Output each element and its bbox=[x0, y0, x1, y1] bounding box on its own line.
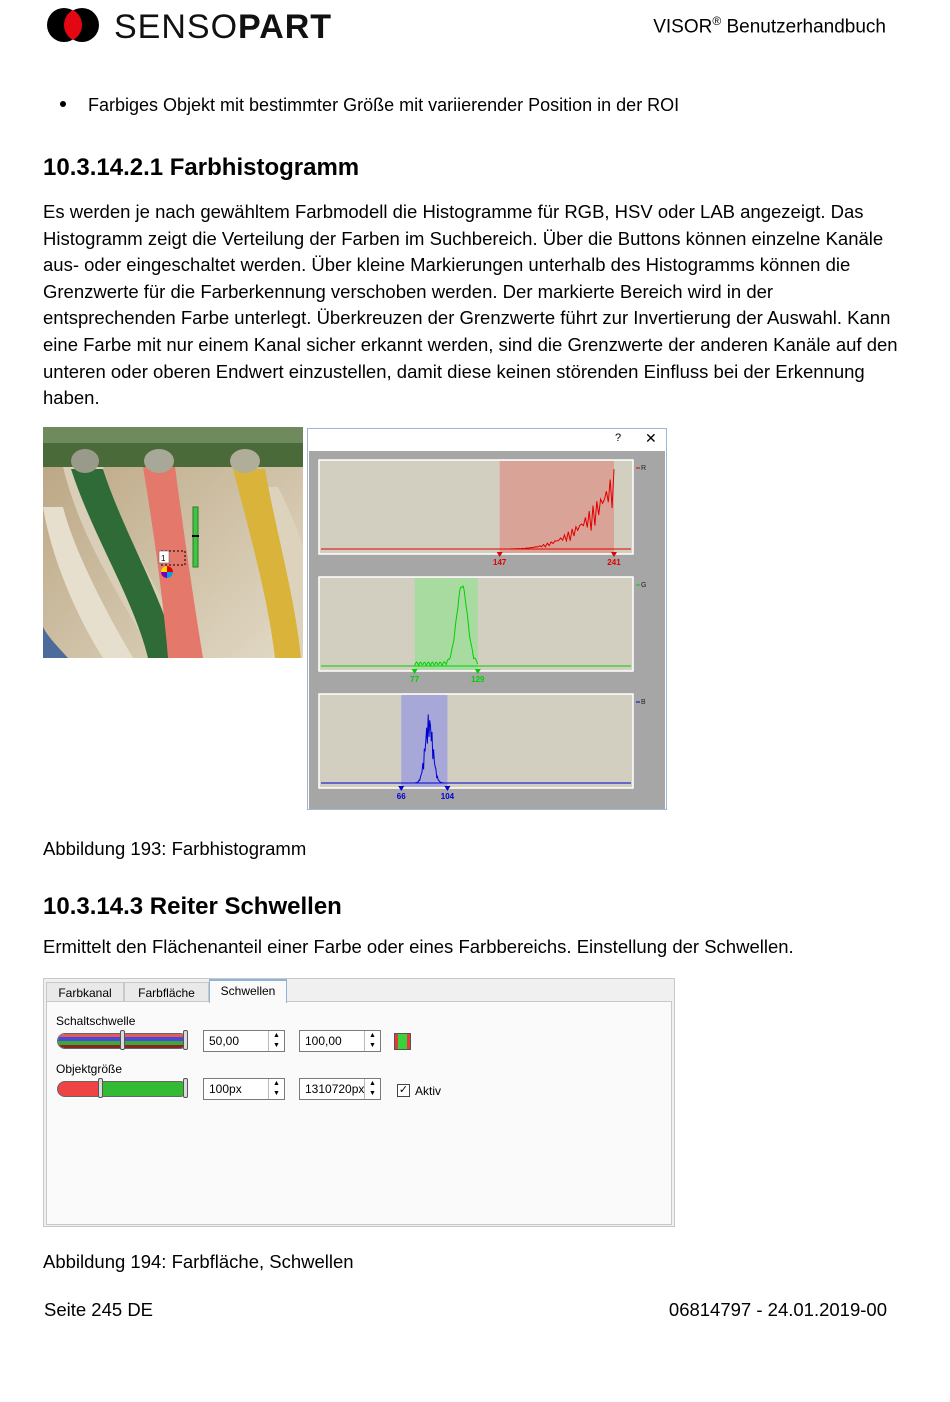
schaltschwelle-max-value: 100,00 bbox=[305, 1034, 342, 1048]
histogram-b bbox=[319, 694, 646, 801]
status-indicator-icon bbox=[394, 1033, 411, 1050]
schaltschwelle-label: Schaltschwelle bbox=[56, 1014, 136, 1028]
threshold-low-label: 66 bbox=[396, 792, 406, 801]
section-heading-schwellen: 10.3.14.3 Reiter Schwellen bbox=[43, 893, 342, 920]
bullet-dot bbox=[60, 101, 66, 107]
tab-content bbox=[46, 1001, 672, 1225]
schaltschwelle-max-handle[interactable] bbox=[183, 1030, 188, 1050]
cable-camera-image bbox=[43, 427, 303, 658]
histogram-g bbox=[319, 577, 646, 684]
aktiv-label: Aktiv bbox=[415, 1084, 442, 1098]
spin-buttons[interactable]: ▲ ▼ bbox=[268, 1079, 284, 1099]
objektgroesse-min-handle[interactable] bbox=[98, 1078, 103, 1098]
selected-range-band bbox=[401, 695, 447, 787]
brand-prefix: SENSO bbox=[114, 8, 239, 46]
schaltschwelle-max-input[interactable] bbox=[299, 1030, 381, 1052]
close-button[interactable]: ✕ bbox=[645, 430, 657, 446]
section-paragraph-schwellen: Ermittelt den Flächenanteil einer Farbe oder eines Farbbereichs. Einstellung der Schwellen. bbox=[43, 936, 794, 957]
channel-label: B bbox=[641, 699, 646, 706]
page-number: Seite 245 DE bbox=[44, 1299, 154, 1320]
histogram-plot-area bbox=[319, 694, 633, 788]
document-id: 06814797 - 24.01.2019-00 bbox=[668, 1299, 887, 1320]
channel-label: G bbox=[641, 582, 647, 589]
histogram-chart bbox=[309, 451, 665, 809]
histogram-titlebar bbox=[308, 429, 666, 451]
objektgroesse-slider[interactable] bbox=[57, 1081, 188, 1097]
bullet-item bbox=[60, 95, 679, 116]
tab-farbkanal[interactable]: Farbkanal bbox=[46, 982, 124, 1002]
brand-suffix: PART bbox=[238, 8, 333, 46]
tab-farbflaeche[interactable]: Farbfläche bbox=[124, 982, 209, 1002]
aktiv-checkbox[interactable]: ✓ bbox=[398, 1084, 409, 1096]
threshold-low-label: 77 bbox=[410, 675, 420, 684]
tab-schwellen[interactable]: Schwellen bbox=[209, 979, 287, 1003]
spin-buttons[interactable]: ▲ ▼ bbox=[268, 1031, 284, 1051]
svg-text:1: 1 bbox=[161, 554, 166, 563]
objektgroesse-min-input[interactable] bbox=[203, 1078, 285, 1100]
figure-caption-193: Abbildung 193: Farbhistogramm bbox=[43, 838, 307, 859]
objektgroesse-label: Objektgröße bbox=[56, 1062, 123, 1076]
bullet-text: Farbiges Objekt mit bestimmter Größe mit variierender Position in der ROI bbox=[88, 95, 680, 115]
histogram-r bbox=[319, 460, 646, 567]
threshold-high-label: 129 bbox=[471, 675, 485, 684]
spin-buttons[interactable]: ▲ ▼ bbox=[364, 1079, 380, 1099]
sensopart-logo bbox=[44, 6, 344, 46]
spin-buttons[interactable]: ▲ ▼ bbox=[364, 1031, 380, 1051]
figure-caption-194: Abbildung 194: Farbfläche, Schwellen bbox=[43, 1251, 354, 1272]
threshold-high-label: 104 bbox=[440, 792, 455, 801]
schaltschwelle-min-value: 50,00 bbox=[209, 1034, 240, 1048]
section-paragraph-farbhistogramm: Es werden je nach gewähltem Farbmodell die Histogramme für RGB, HSV oder LAB angezeigt. Das Histogramm zeigt die Verteilung der Farben im Suchbereich. Über die Buttons können einzelne Kanäle aus- oder eingeschaltet werden. Über kleine Markierungen unterhalb des Histogramms können die Grenzwerte für die Farberkennung verschoben werden. Der markierte Bereich wird in der entsprechenden Farbe unterlegt. Überkreuzen der Grenzwerte führt zur Invertierung der Auswahl. Kann eine Farbe mit nur einem Kanal sicher erkannt werden, sind die Grenzwerte der anderen Kanäle auf den unteren oder oberen Endwert einzustellen, damit diese keinen störenden Einfluss bei der Erkennung haben. bbox=[43, 201, 898, 409]
channel-label: R bbox=[641, 465, 647, 472]
svg-text:SENSOPART bbox=[114, 8, 332, 46]
objektgroesse-max-handle[interactable] bbox=[183, 1078, 188, 1098]
schaltschwelle-min-input[interactable] bbox=[203, 1030, 285, 1052]
manual-title: VISOR® Benutzerhandbuch bbox=[653, 14, 886, 38]
threshold-low-label: 147 bbox=[493, 558, 507, 567]
threshold-high-label: 241 bbox=[607, 558, 621, 567]
histogram-body bbox=[309, 451, 665, 809]
objektgroesse-min-value: 100px bbox=[209, 1082, 242, 1096]
objektgroesse-max-input[interactable] bbox=[299, 1078, 381, 1100]
section-heading-farbhistogramm: 10.3.14.2.1 Farbhistogramm bbox=[43, 154, 360, 181]
schaltschwelle-min-handle[interactable] bbox=[120, 1030, 125, 1050]
objektgroesse-max-value: 1310720px bbox=[305, 1082, 365, 1096]
schwellen-panel bbox=[43, 978, 675, 1227]
help-button[interactable]: ? bbox=[615, 432, 622, 444]
histogram-window bbox=[307, 428, 667, 810]
